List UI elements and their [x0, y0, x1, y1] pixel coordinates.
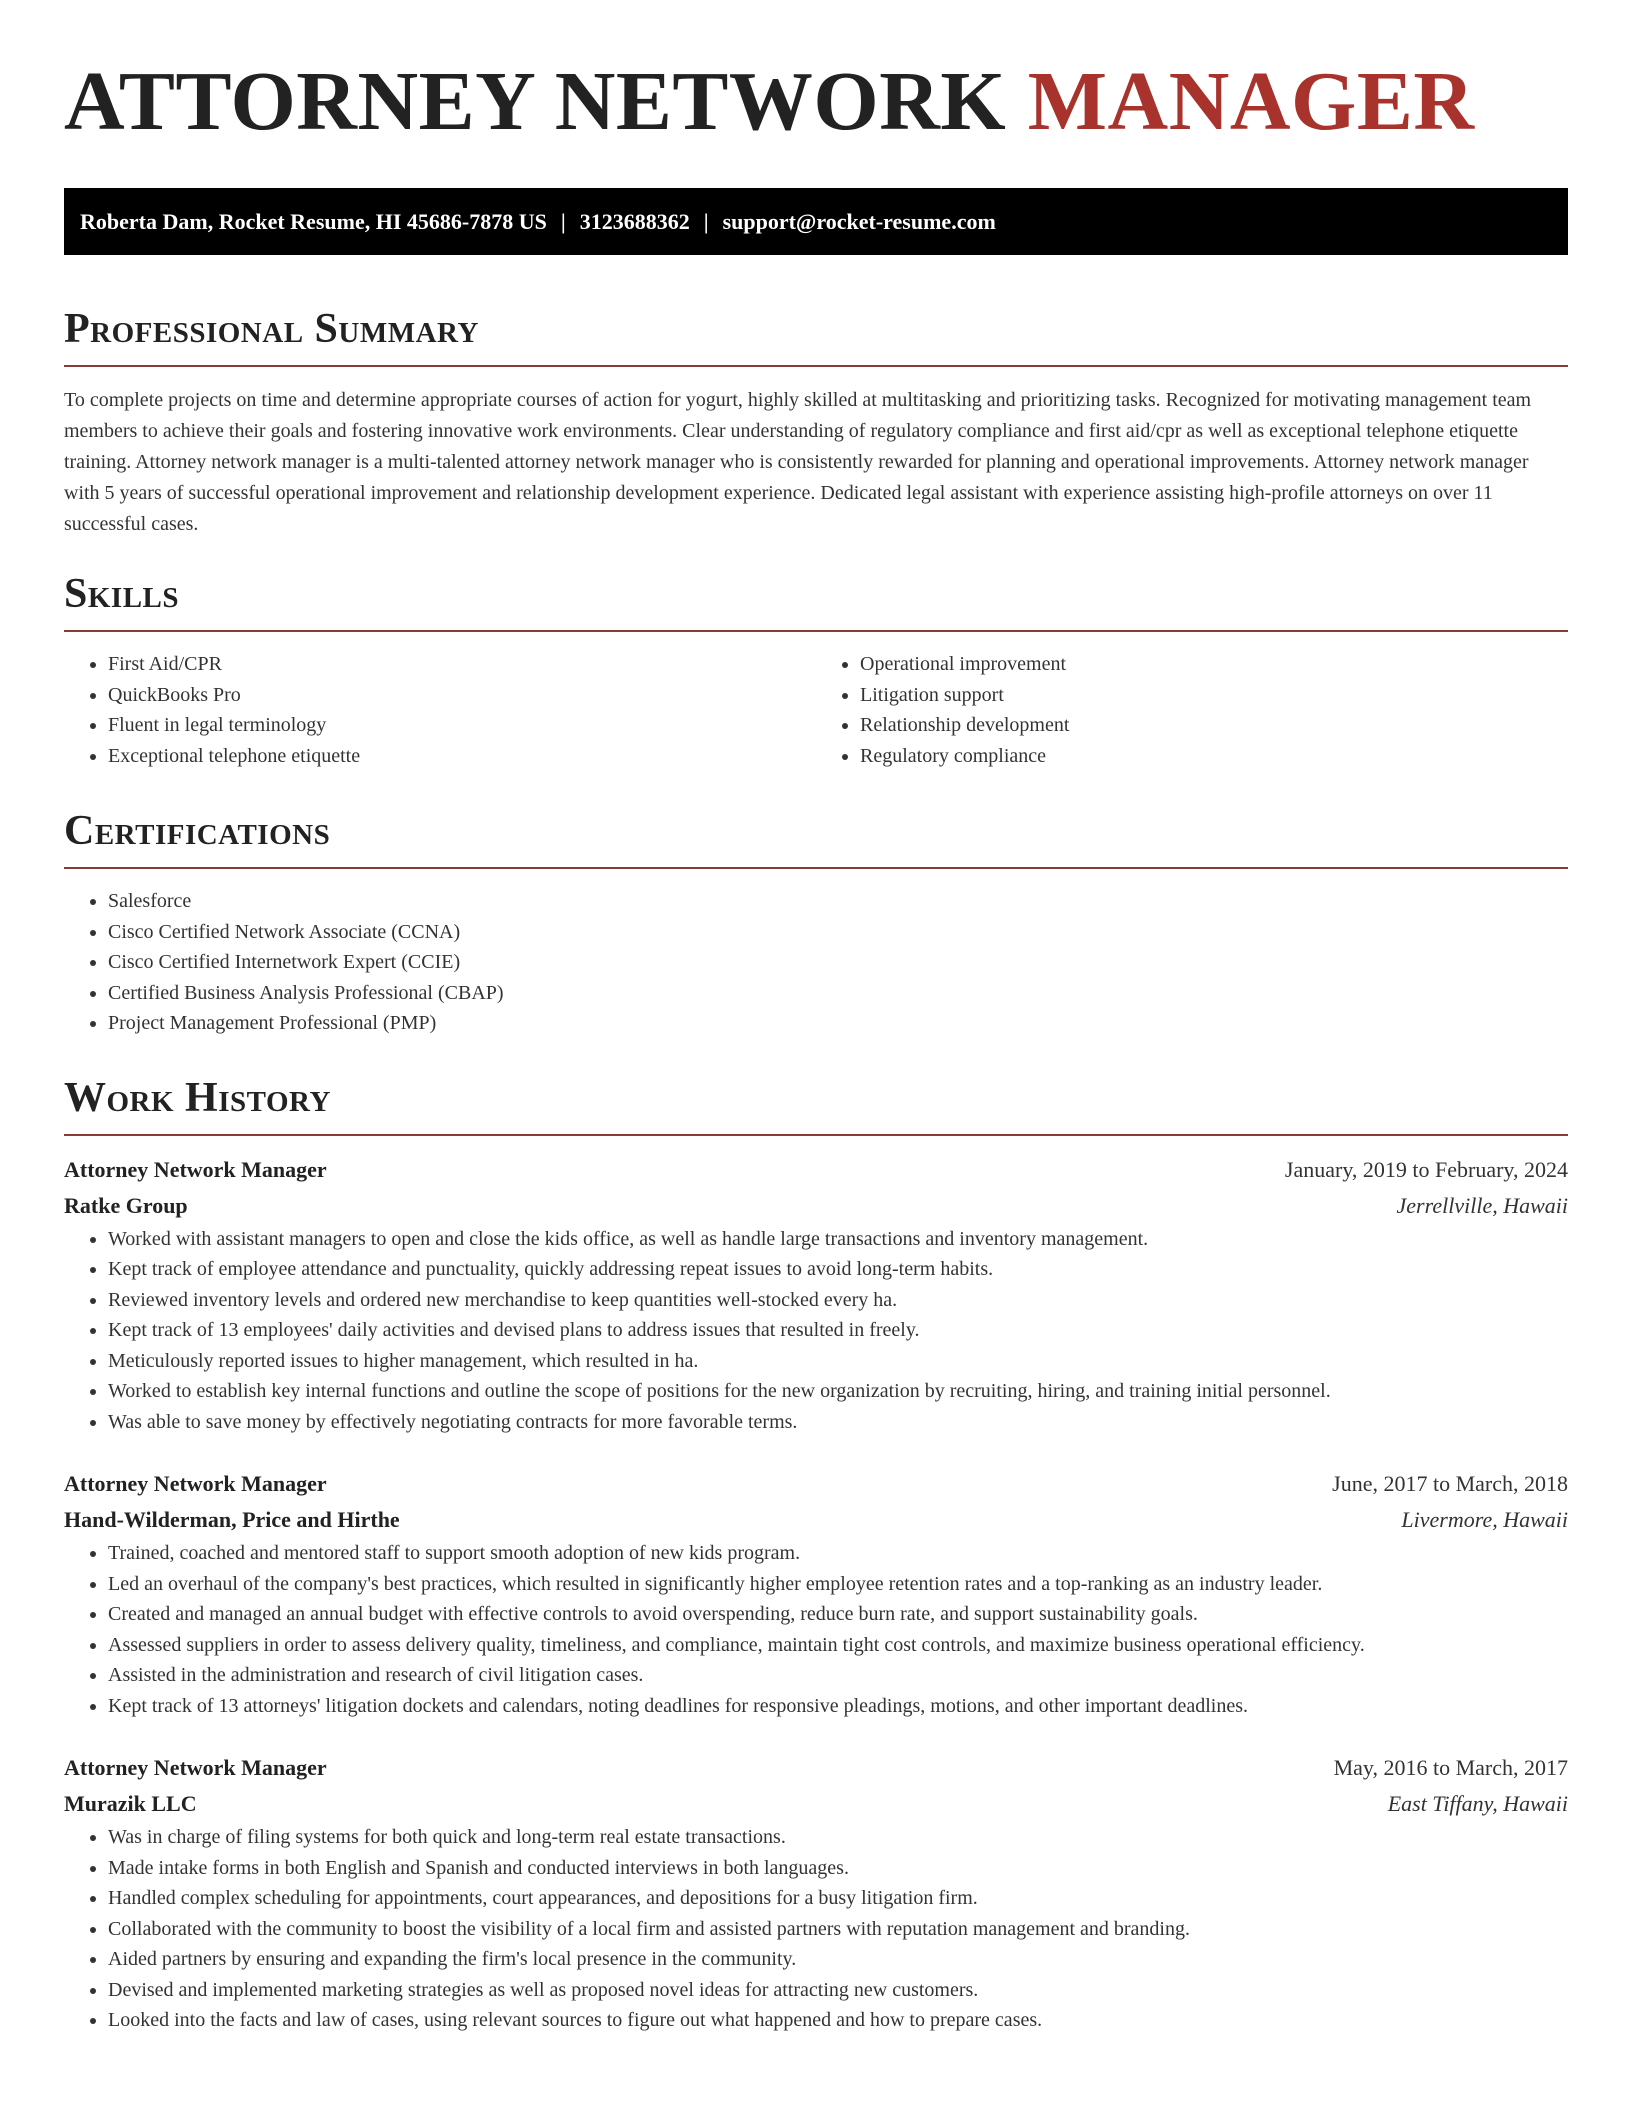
job-duty-item: • Aided partners by ensuring and expanding the firm's local presence in the community. — [108, 1944, 1568, 1975]
certification-item: • Cisco Certified Internetwork Expert (CCIE) — [108, 947, 1568, 978]
skill-item: • Operational improvement — [860, 649, 1568, 680]
job-dates: June, 2017 to March, 2018 — [1332, 1471, 1568, 1496]
job-duty-item: • Devised and implemented marketing strategies as well as proposed novel ideas for attracting new customers. — [108, 1975, 1568, 2006]
job-duties-list — [64, 1224, 1568, 1438]
job-subheader — [64, 1502, 1568, 1538]
certification-item: • Salesforce — [108, 886, 1568, 917]
job-header — [64, 1466, 1568, 1502]
contact-phone: 3123688362 — [579, 209, 690, 234]
certification-item: • Certified Business Analysis Professional (CBAP) — [108, 978, 1568, 1009]
summary-section — [64, 301, 1568, 540]
contact-separator: | — [560, 209, 566, 234]
skill-item: • First Aid/CPR — [108, 649, 816, 680]
job-duty-item: • Created and managed an annual budget with effective controls to avoid overspending, reduce burn rate, and support sustainability goals. — [108, 1599, 1568, 1630]
job-duty-item: • Assisted in the administration and research of civil litigation cases. — [108, 1660, 1568, 1691]
summary-text: To complete projects on time and determine appropriate courses of action for yogurt, highly skilled at multitasking and prioritizing tasks. Recognized for motivating management team members to achieve their goals and fostering innovative work environments. Clear understanding of regulatory compliance and first aid/cpr as well as exceptional telephone etiquette training. Attorney network manager is a multi-talented attorney network manager who is consistently rewarded for planning and operational improvements. Attorney network manager with 5 years of successful operational improvement and relationship development experience. Dedicated legal assistant with experience assisting high-profile attorneys on over 11 successful cases. — [64, 389, 1532, 535]
job-title: Attorney Network Manager — [64, 1156, 327, 1182]
job-duty-item: • Looked into the facts and law of cases, using relevant sources to figure out what happened and how to prepare cases. — [108, 2005, 1568, 2036]
title-accent: MANAGER — [1027, 55, 1475, 148]
job-duty-item: • Collaborated with the community to boost the visibility of a local firm and assisted partners with reputation management and branding. — [108, 1914, 1568, 1945]
skill-item: • QuickBooks Pro — [108, 680, 816, 711]
contact-address: Roberta Dam, Rocket Resume, HI 45686-7878 US — [80, 209, 547, 234]
job-location: Livermore, Hawaii — [1401, 1507, 1568, 1532]
job-company: Ratke Group — [64, 1192, 188, 1218]
job-duty-item: • Meticulously reported issues to higher management, which resulted in ha. — [108, 1346, 1568, 1377]
job-duty-item: • Worked with assistant managers to open and close the kids office, as well as handle large transactions and inventory management. — [108, 1224, 1568, 1255]
skills-list-right — [816, 649, 1568, 771]
job-duties-list — [64, 1822, 1568, 2036]
job-duty-item: • Kept track of 13 attorneys' litigation dockets and calendars, noting deadlines for responsive pleadings, motions, and other important deadlines. — [108, 1691, 1568, 1722]
skills-column-left — [64, 649, 816, 771]
certifications-list — [64, 886, 1568, 1039]
job-duties-list — [64, 1538, 1568, 1721]
certifications-section — [64, 803, 1568, 1039]
job-duty-item: • Was able to save money by effectively negotiating contracts for more favorable terms. — [108, 1407, 1568, 1438]
job-header — [64, 1152, 1568, 1188]
job-dates: May, 2016 to March, 2017 — [1333, 1755, 1568, 1780]
job-duty-item: • Kept track of employee attendance and punctuality, quickly addressing repeat issues to avoid long-term habits. — [108, 1254, 1568, 1285]
summary-heading: Professional Summary — [64, 306, 479, 352]
contact-separator: | — [703, 209, 709, 234]
section-divider — [64, 365, 1568, 367]
job-duty-item: • Was in charge of filing systems for both quick and long-term real estate transactions. — [108, 1822, 1568, 1853]
job-subheader — [64, 1188, 1568, 1224]
skills-section — [64, 566, 1568, 771]
skills-heading: Skills — [64, 571, 180, 617]
job-duty-item: • Assessed suppliers in order to assess delivery quality, timeliness, and compliance, maintain tight cost controls, and maximize business operational efficiency. — [108, 1630, 1568, 1661]
contact-email: support@rocket-resume.com — [722, 209, 996, 234]
job-entry — [64, 1152, 1568, 1438]
job-company: Hand-Wilderman, Price and Hirthe — [64, 1507, 400, 1532]
certification-item: • Project Management Professional (PMP) — [108, 1008, 1568, 1039]
resume-title — [64, 52, 1568, 152]
skills-column-right — [816, 649, 1568, 771]
job-duty-item: • Trained, coached and mentored staff to support smooth adoption of new kids program. — [108, 1538, 1568, 1569]
certification-item: • Cisco Certified Network Associate (CCNA) — [108, 917, 1568, 948]
job-duty-item: • Reviewed inventory levels and ordered new merchandise to keep quantities well-stocked every ha. — [108, 1285, 1568, 1316]
job-duty-item: • Worked to establish key internal functions and outline the scope of positions for the new organization by recruiting, hiring, and training initial personnel. — [108, 1376, 1568, 1407]
skill-item: • Relationship development — [860, 710, 1568, 741]
job-duty-item: • Handled complex scheduling for appointments, court appearances, and depositions for a busy litigation firm. — [108, 1883, 1568, 1914]
skill-item: • Exceptional telephone etiquette — [108, 741, 816, 772]
job-duty-item: • Made intake forms in both English and Spanish and conducted interviews in both languages. — [108, 1853, 1568, 1884]
job-header — [64, 1750, 1568, 1786]
job-company: Murazik LLC — [64, 1791, 197, 1816]
title-main: ATTORNEY NETWORK — [64, 55, 1007, 148]
job-duty-item: • Led an overhaul of the company's best practices, which resulted in significantly higher employee retention rates and a top-ranking as an industry leader. — [108, 1569, 1568, 1600]
work-history-heading: Work History — [64, 1074, 331, 1121]
job-dates: January, 2019 to February, 2024 — [1284, 1156, 1568, 1182]
job-subheader — [64, 1786, 1568, 1822]
contact-bar — [64, 188, 1568, 255]
skills-list-left — [64, 649, 816, 771]
section-divider — [64, 867, 1568, 869]
skill-item: • Fluent in legal terminology — [108, 710, 816, 741]
skill-item: • Litigation support — [860, 680, 1568, 711]
job-title: Attorney Network Manager — [64, 1471, 327, 1496]
job-title: Attorney Network Manager — [64, 1755, 327, 1780]
job-entry — [64, 1466, 1568, 1721]
work-history-section — [64, 1070, 1568, 2036]
certifications-heading: Certifications — [64, 808, 331, 854]
section-divider — [64, 630, 1568, 632]
skill-item: • Regulatory compliance — [860, 741, 1568, 772]
job-duty-item: • Kept track of 13 employees' daily activities and devised plans to address issues that resulted in freely. — [108, 1315, 1568, 1346]
job-entry — [64, 1750, 1568, 2036]
section-divider — [64, 1134, 1568, 1136]
skills-grid — [64, 649, 1568, 771]
job-location: Jerrellville, Hawaii — [1396, 1192, 1568, 1218]
job-location: East Tiffany, Hawaii — [1387, 1791, 1568, 1816]
